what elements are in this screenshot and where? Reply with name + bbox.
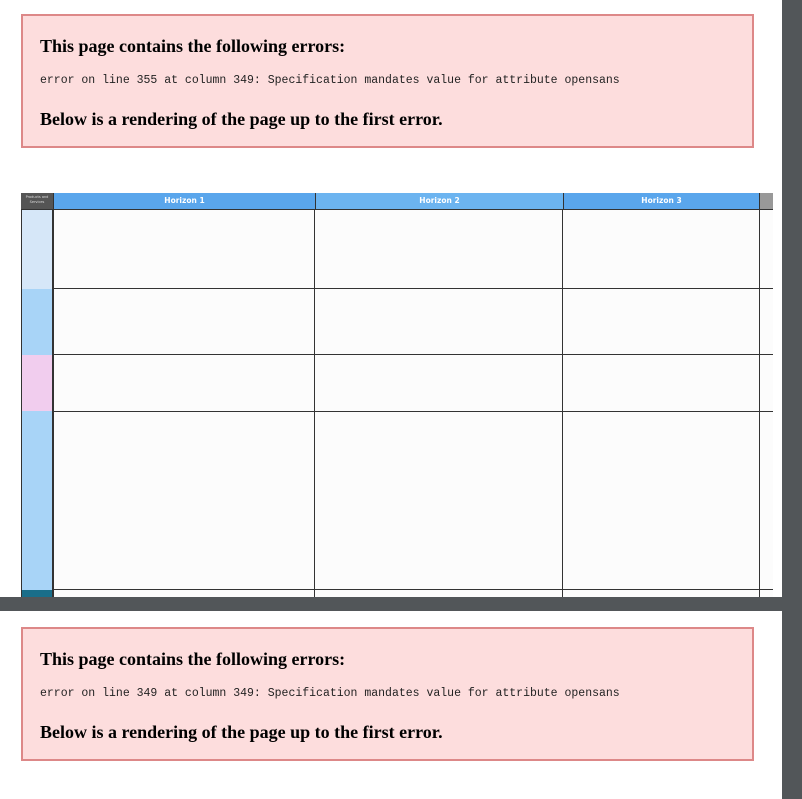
grid-vline [759,209,760,597]
header-horizon-3: Horizon 3 [563,193,759,209]
error-footer: Below is a rendering of the page up to the first error. [40,109,443,129]
row-band-4 [21,411,53,590]
grid-hline [53,589,773,590]
xml-error-box [21,14,754,148]
row-band-3 [21,355,53,411]
grid-hline [53,354,773,355]
header-corner-label: Products and Services [21,193,53,209]
viewer-page-2 [0,611,782,799]
grid-vline [53,209,54,597]
error-footer: Below is a rendering of the page up to the first error. [40,722,443,742]
row-band-5 [21,590,53,597]
grid-vline [562,209,563,597]
grid-hline [53,288,773,289]
row-band-2 [21,289,53,355]
error-detail: error on line 349 at column 349: Specification mandates value for attribute opensans [40,687,620,700]
header-extra-column [759,193,773,209]
grid-hline [53,411,773,412]
header-horizon-1: Horizon 1 [53,193,315,209]
table-header-row [21,193,773,210]
error-heading: This page contains the following errors: [40,36,346,56]
error-detail: error on line 355 at column 349: Specification mandates value for attribute opensans [40,74,620,87]
error-heading: This page contains the following errors: [40,649,346,669]
row-band-1 [21,210,53,289]
grid-vline [314,209,315,597]
horizon-table [21,193,773,597]
header-horizon-2: Horizon 2 [315,193,563,209]
xml-error-box [21,627,754,761]
